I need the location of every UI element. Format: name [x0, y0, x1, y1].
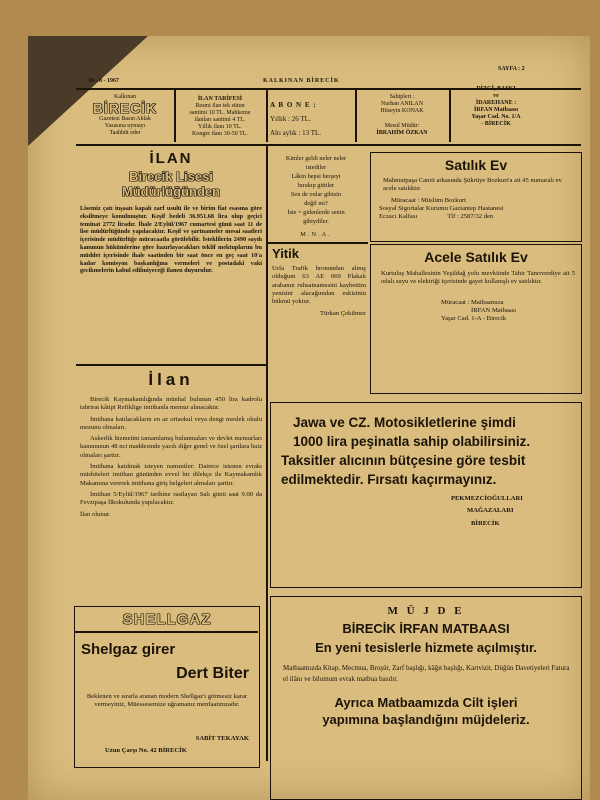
mujde-body: Matbaamızda Kitap, Mecmua, Broşür, Zarf başlığı, kâğıt başlığı, Kartvizit, Düğün Davetiyeleri Fatura el ilânı ve bilumum evrak matbua basılır. — [283, 664, 570, 683]
dizgi-line: İRFAN Matbaası — [473, 107, 519, 113]
ilan-lise-title: İLAN — [149, 150, 193, 167]
yitik-signature: Türkan Çekilmez — [320, 310, 366, 318]
jawa-line: edilmektedir. Fırsatı kaçırmayınız. — [281, 472, 497, 487]
ilan-kaymakam — [80, 370, 262, 519]
ilan-paragraph: İmtihana katılmak isteyen namzetler: Dairece istenen evrakı müsbiteleri imtihan gününden evvel bir dilekçe ile Kaymakamlık Makamına vererek imtihana giriş belgeleri almaları şarttır. — [80, 463, 262, 487]
dizgi-line: DİZGİ, BASKI — [476, 86, 516, 92]
masthead-line: Gazetesi Basın Ahlak — [99, 116, 151, 122]
section-rule — [76, 364, 266, 366]
ilan-paragraph: İmtihan 5/Eylül/1967 tarihine rastlayan Salı günü saat 9.00 da Fevzipaşa İlkokulunda yapılacaktır. — [80, 490, 262, 507]
divider — [174, 90, 176, 142]
mujde-footer: Ayrıca Matbaamızda Cilt işleri — [334, 695, 518, 710]
satilik-ev-contact: Sosyal Sigortalar Kurumu Gaziantep Hastanesi — [379, 204, 504, 212]
yitik — [272, 246, 366, 319]
dizgi — [451, 86, 541, 128]
satilik-ev-contact: Eczacı Kalfası — [379, 213, 418, 221]
poem-line: Kimler geldi neler neler — [285, 155, 347, 162]
masthead — [80, 94, 170, 137]
shellgaz-sign: SABİT TEKAYAK — [195, 735, 249, 742]
yitik-body: Urfa Trafik bronundan almış olduğum 63 AE 069 Plakalı arabanın ruhsatnamesini kaybettim yenisini alacağımdan eskisinin hükmü yoktur. — [272, 265, 366, 306]
tarife-title: İLAN TARİFESİ — [197, 96, 243, 102]
ilan-kaymakam-title: İlan — [148, 370, 194, 389]
shellgaz-address: Uzun Çarşı No. 42 BİRECİK — [105, 747, 187, 754]
newspaper-page — [28, 36, 590, 800]
tarife-line: ilanları santimi 4 TL. — [194, 117, 246, 123]
satilik-ev-contact: Müracaat : Müslüm Bozkurt — [391, 196, 466, 204]
ilan-lise-subtitle: Müdürlüğünden — [121, 184, 221, 199]
acele-satilik-contact: Yaşar Cad. 1-A - Birecik — [441, 315, 507, 323]
tarife-line: santimi 10 TL. Mahkeme — [189, 110, 251, 116]
shellgaz-ad — [74, 606, 260, 768]
tarife-line: Yıllık ilanı 10 TL. — [198, 124, 242, 130]
mesul-name: İBRAHİM ÖZKAN — [376, 130, 428, 136]
ilan-paragraph: Birecik Kaymakamlığında münhal bulunan 450 lira kadrolu tahrirat kâtipi Refiklige imtihanla memur alınacaktır. — [80, 396, 262, 412]
satilik-ev-body: Mahmutpaşa Camii arkasında Şükrüye Bozkurt'a ait 45 numaralı ev acele satılıktır. — [383, 177, 562, 193]
masthead-line: Taahhüt eder — [109, 130, 141, 136]
satilik-ev-phone: Tlf : 2587/32 den — [447, 213, 494, 221]
sahipleri — [358, 94, 446, 137]
poem-signature: M.N.A. — [300, 231, 332, 238]
issue-date: 18 - 8 - 1967 — [88, 78, 119, 84]
mujde-headline: BİRECİK İRFAN MATBAASI — [342, 621, 510, 636]
masthead-line: Yasasına uymayı — [104, 123, 146, 129]
divider — [266, 90, 268, 142]
shellgaz-slogan: Shelgaz girer — [81, 641, 176, 658]
shellgaz-title: SHELLGAZ — [122, 611, 212, 628]
jawa-line: 1000 lira peşinatla sahip olabilirsiniz. — [293, 434, 531, 449]
dizgi-line: Yaşar Cad. No. 1/A — [471, 114, 521, 120]
section-rule — [268, 242, 368, 244]
shellgaz-rule — [75, 631, 258, 633]
sahipleri-title: Sahipleri : — [389, 94, 415, 100]
satilik-ev-title: Satılık Ev — [444, 157, 508, 173]
divider — [355, 90, 357, 142]
ilan-lise-subtitle: Birecik Lisesi — [129, 169, 213, 184]
sahip-name: Hüseyin KONAK — [380, 108, 424, 114]
paper-name: KALKINAN BİRECİK — [263, 78, 340, 84]
yitik-title: Yitik — [272, 246, 299, 261]
poem-line: Sen de onlar gibisin — [290, 191, 342, 198]
abone-six-month: Altı aylık : 13 TL. — [270, 129, 322, 137]
mesul-title: Mesul Müdür: — [384, 123, 420, 129]
sahip-name: Nurhan ANILAN — [380, 101, 424, 107]
satilik-ev-ad — [370, 152, 582, 242]
dizgi-line: ve — [493, 93, 499, 99]
abone-title: A B O N E : — [270, 101, 317, 109]
dizgi-line: - BİRECİK — [481, 121, 511, 127]
abone-yearly: Yıllık : 26 TL. — [270, 115, 311, 123]
poem-line: İste = gidenlerde senin — [287, 209, 345, 216]
jawa-sign: PEKMEZCİOĞULLARI — [451, 495, 523, 502]
tarife-line: Resmi ilan tek sütun — [195, 103, 245, 109]
ilan-paragraph: İmtihana katılacakların en az ortaokul veya dengi meslek okulu mezunu olmaları. — [80, 415, 262, 431]
acele-satilik-contact: İRFAN Matbaası — [471, 306, 517, 314]
ilan-lise — [80, 150, 262, 275]
mujde-ad — [270, 596, 582, 800]
masthead-title: BİRECİK — [92, 100, 158, 116]
mujde-headline: En yeni tesislerle hizmete açılmıştır. — [315, 640, 537, 655]
jawa-sign: MAĞAZALARI — [467, 507, 514, 515]
dizgi-line: İDAREHANE : — [475, 100, 517, 106]
ilan-paragraph: Askerlik hizmetini tamamlamış bulunmaları ve devlet memurları kanununun 48 nci maddesinde yazılı diğer genel ve özel şartlara haiz olmaları şarttır. — [80, 435, 262, 459]
shellgaz-slogan: Dert Biter — [176, 665, 249, 682]
masthead-above: Kalkınan — [114, 94, 136, 100]
jawa-line: Jawa ve CZ. Motosikletlerine şimdi — [293, 415, 516, 430]
poem-line: istediler — [305, 164, 327, 171]
shellgaz-body: Beklenen ve ısrarla aranan modern Shellgaz'ı görmesiz karar vermeyiniz, Müessesemize uğramanız menfaatınızadır. — [86, 693, 248, 709]
jawa-line: Taksitler alıcının bütçesine göre tesbit — [281, 453, 526, 468]
acele-satilik-contact: Müracaat : Matbaamıza — [441, 298, 504, 306]
jawa-sign: BİRECİK — [471, 519, 500, 527]
jawa-motor-ad — [270, 402, 582, 588]
ilan-tarifesi — [177, 96, 263, 138]
acele-satilik-ev-ad — [370, 244, 582, 394]
poem-line: Lâkin hepsi herşeyi — [291, 173, 341, 180]
mujde-footer: yapımına başlandığını müjdeleriz. — [322, 712, 530, 727]
ilan-lise-body: Lisemiz çatı inşaatı kapalı zarf usulü ile ve birim fiat esasına göre eksiltmeye konulmuştur. Keşif bedeli 36.951.68 lira olup geçici teminat 2772 liradır. İhale 2/Eylül/1967 cumartesi günü saat 11 de lise müdürlüğünde yapılacaktır. Keşif ve şartnameler mesai saatleri içerisinde müdürlüğe müracaatla görülebilir. İsteklilerin 2490 sayılı kanunun hükümlerine göre hazırlayacakları teklif mektuplarını bu müddet içerisinde ihale saatinden bir saat önce en geç saat 10'a kadar komisyon başkanlığına vermeleri ve postadaki vaki gecikmelerin kabul edilmiyeceği ilanen duyurulur. — [80, 205, 262, 275]
poem — [268, 154, 364, 239]
acele-satilik-body: Kurtuluş Mahallesinin Yeşildağ yolu mevkiinde Tahir Tanrıverdiye ait 5 odalı suyu ve elektriği içerisinde gayet kullanışlı ev satılıktır. — [381, 270, 575, 286]
poem-line: değil mi? — [304, 200, 328, 207]
poem-line: bırakıp gittiler — [297, 182, 335, 189]
acele-satilik-title: Acele Satılık Ev — [424, 249, 528, 265]
mujde-title: M Ü J D E — [387, 605, 465, 617]
tarife-line: Kongre ilanı 30-50 TL. — [192, 131, 248, 137]
poem-line: gibiydiler. — [303, 218, 329, 225]
page-number: SAYFA : 2 — [498, 66, 525, 72]
header-rule-bottom — [76, 144, 581, 146]
abone — [270, 98, 350, 140]
ilan-paragraph: İlan olunur. — [80, 510, 111, 518]
